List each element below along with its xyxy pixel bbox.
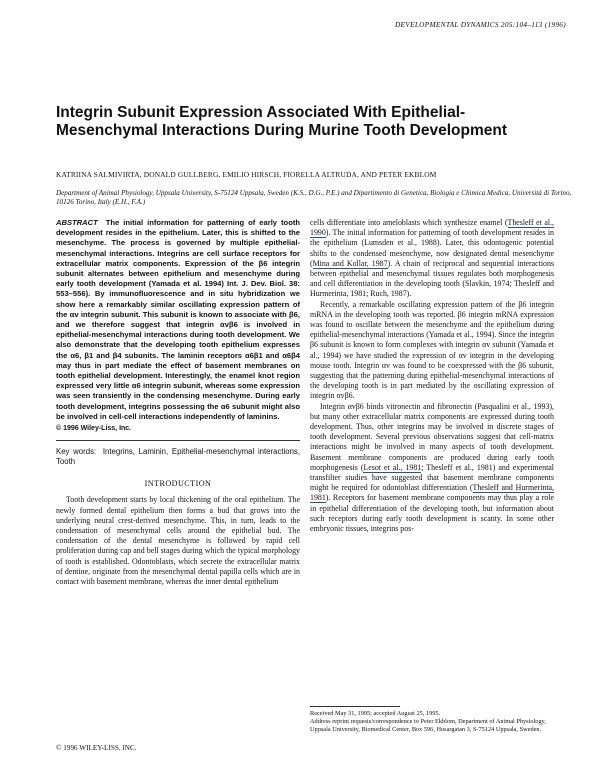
intro-paragraph-4 [310, 402, 554, 535]
citation-link[interactable]: Mina and Kollar, 1987 [312, 258, 388, 268]
text-span: Integrin αvβ6 binds vitronectin and fibronectin (Pasqualini et al., 1993), but many other extracellular matrix components are expressed during tooth development. Thus, other integrins may be involved in discrete stages of tooth development. Several previous observations suggest that cell-matrix interactions might be involved in many aspects of tooth development. Basement membrane components are produced during early tooth morphogenesis ( [310, 401, 554, 472]
section-divider [56, 440, 300, 441]
correspondence-address: Address reprint requests/correspondence to Peter Ekblom, Department of Animal Physiology, Uppsala University, Biomedical Center, Box 596, Husargatan 3, S-75124 Uppsala, Sweden. [310, 717, 546, 733]
keywords-text: Integrins, Laminin, Epithelial-mesenchymal interactions, Tooth [56, 447, 300, 467]
abstract-text: The initial information for patterning of early tooth development resides in the epithelium. Later, this is shifted to the mesenchyme. The process is governed by multiple epithelial-mesenchymal interactions. Integrins are cell surface receptors for extracellular matrix components. Expression of the β6 integrin subunit alternates between epithelium and mesenchyme during early tooth development (Yamada et al. 1994) Int. J. Dev. Biol. 38: 553–556). By immunofluorescence and in situ hybridization we show here a remarkably similar oscillating expression pattern of the αv integrin subunit. This subunit is known to associate with β6, and we therefore suggest that integrin αvβ6 is involved in epithelial-mesenchymal interactions during tooth development. We also demonstrate that the developing tooth epithelium expresses the α6, β1 and β4 subunits. The laminin receptors α6β1 and α6β4 may thus in part mediate the effect of basement membranes on tooth epithelial development. Interestingly, the enamel knot region expressed very little α6 integrin subunit, whereas some expression was seen transiently in the condensing mesenchyme. During early tooth development, integrins possessing the α6 subunit might also be involved in cell-cell interactions independently of laminins. [56, 218, 300, 421]
text-span: ). Receptors for basement membrane components may thus play a role in epithelial differentiation of the developing tooth, but information about such receptors during early tooth development is scanty. In some other embryonic tissues, integrins pos- [310, 493, 554, 534]
intro-paragraph-2 [310, 218, 554, 300]
footnote [310, 706, 554, 733]
keywords [56, 447, 300, 467]
text-span: ). A chain of reciprocal and sequential interactions between epithelial and mesenchymal tissues regulates both morphogenesis and cell differentiation in the developing tooth (Slavkin, 1974; Thesleff and Hurmerinta, 1981; Ruch, 1987). [310, 258, 555, 299]
section-heading-introduction: INTRODUCTION [144, 479, 212, 489]
abstract-copyright: © 1996 Wiley-Liss, Inc. [56, 425, 132, 433]
abstract-label: ABSTRACT [56, 218, 98, 227]
citation-link[interactable]: Thesleff and Hurmerinta, 1981 [310, 483, 555, 503]
intro-paragraph-3: Recently, a remarkable oscillating expression pattern of the β6 integrin mRNA in the developing tooth was reported. β6 integrin mRNA expression was found to oscillate between the mesenchyme and the epithelium during epithelial-mesenchymal interactions (Yamada et al., 1994). Since the integrin β6 subunit is known to form complexes with integrin αv subunit (Yamada et al., 1994) we have studied the expression of αv integrin in the developing mouse tooth. Integrin αv was found to be coexpressed with the β6 subunit, suggesting that the patterning during epithelial-mesenchymal interactions of the developing tooth is in part mediated by the oscillating expression of integrin αvβ6. [310, 299, 554, 401]
keywords-label: Key words: [56, 447, 97, 457]
author-list: KATRIINA SALMIVIRTA, DONALD GULLBERG, EMILIO HIRSCH, FIORELLA ALTRUDA, AND PETER EKBLOM [56, 170, 437, 179]
text-span: cells differentiate into ameloblasts which synthesize enamel ( [310, 218, 508, 227]
intro-paragraph-1: Tooth development starts by local thickening of the oral epithelium. The newly formed dental epithelium then forms a bud that grows into the underlying neural crest-derived mesenchyme. This, in turn, leads to the condensation of mesenchymal cells around the epithelial bud. The condensation of the dental mesenchyme is followed by rapid cell proliferation during cap and bell stages during which the typical morphology of tooth is established. Odontoblasts, which secrete the extracellular matrix of dentine, originate from the mesenchymal dental papilla cells which are in contact with basement membrane, whereas the inner dental epithelium [56, 495, 300, 587]
footer-copyright: © 1996 WILEY-LISS, INC. [56, 744, 137, 752]
abstract [56, 218, 300, 422]
affiliation: Department of Animal Physiology, Uppsala University, S-75124 Uppsala, Sweden (K.S., D.G., P.E.) and Dipartimento di Genetica, Biologia e Chimica Medica, Università di Torino, 10126 Torino, Italy (E.H., F.A.) [56, 189, 572, 206]
text-span: ). The initial information for patterning of tooth development resides in the epithelium (Lumsden et al., 1988). Later, this odontogenic potential shifts to the condensed mesenchyme, now designated dental mesenchyme ( [310, 228, 554, 268]
footnote-rule [310, 706, 400, 707]
article-title: Integrin Subunit Expression Associated With Epithelial-Mesenchymal Interactions During Murine Tooth Development [56, 104, 507, 139]
received-dates: Received May 31, 1995; accepted August 25, 1995. [310, 710, 441, 717]
text-span: ; Thesleff et al., 1981) and experimental transfilter studies have suggested that basement membrane components might be required for odontoblast differentiation ( [310, 462, 554, 493]
left-column [56, 218, 300, 587]
running-head: DEVELOPMENTAL DYNAMICS 205:104–113 (1996) [394, 20, 566, 29]
citation-link[interactable]: Thesleff et al., 1990 [310, 218, 554, 238]
right-column [310, 218, 554, 534]
citation-link[interactable]: Lesot et al., 1981 [363, 462, 422, 472]
